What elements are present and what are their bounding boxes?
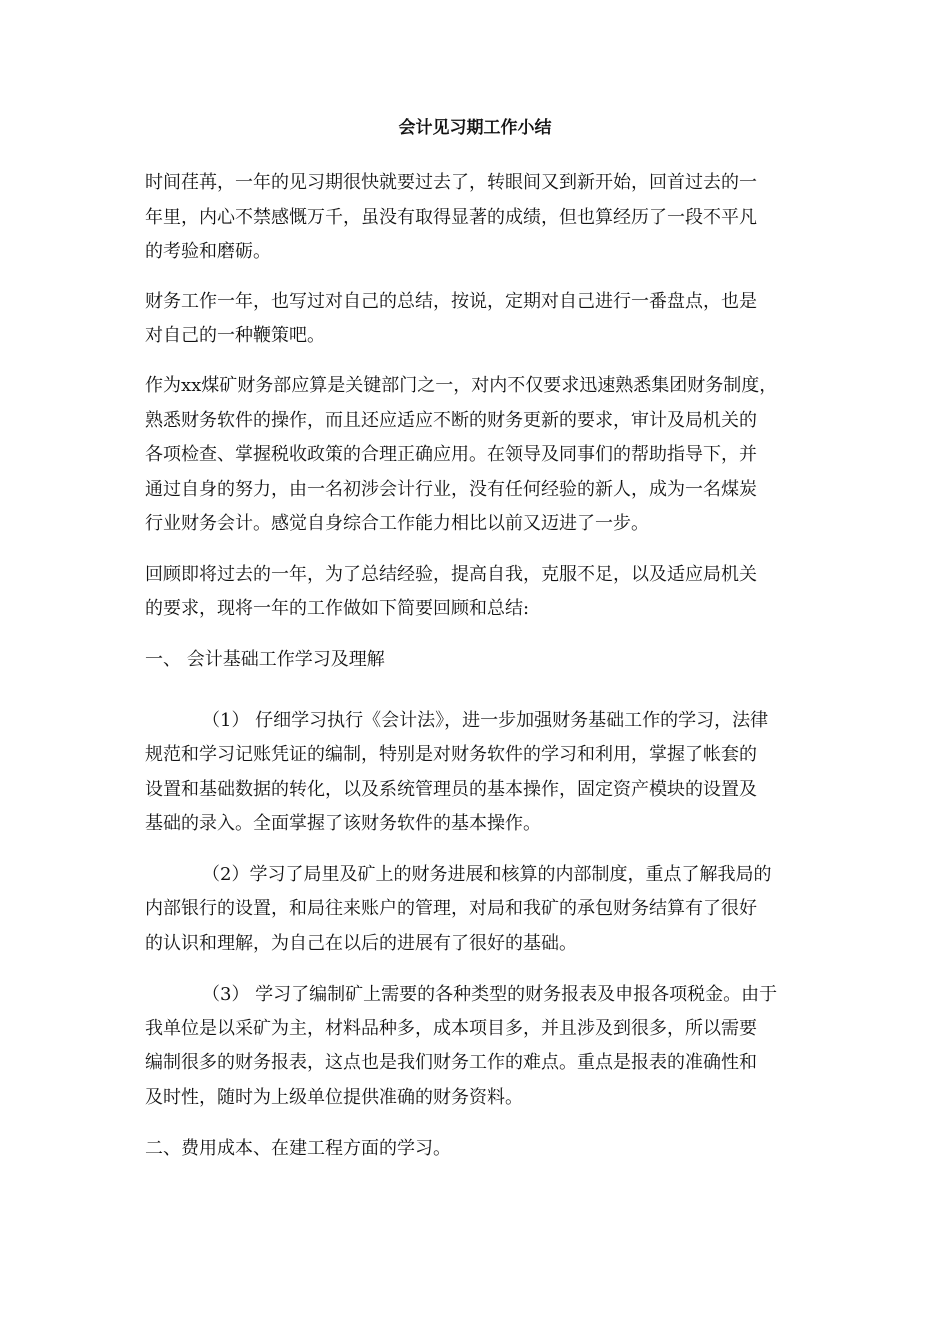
paragraph-3-line-4: 通过自身的努力，由一名初涉会计行业，没有任何经验的新人，成为一名煤炭 xyxy=(145,479,757,500)
item-1-line-3: 设置和基础数据的转化，以及系统管理员的基本操作，固定资产模块的设置及 xyxy=(145,779,757,800)
paragraph-3-line-5: 行业财务会计。感觉自身综合工作能力相比以前又迈进了一步。 xyxy=(145,513,649,534)
document-title: 会计见习期工作小结 xyxy=(398,118,552,138)
item-1-line-2: 规范和学习记账凭证的编制，特别是对财务软件的学习和利用，掌握了帐套的 xyxy=(145,744,757,765)
item-3-line-2: 我单位是以采矿为主，材料品种多，成本项目多，并且涉及到很多，所以需要 xyxy=(145,1018,757,1039)
paragraph-4-line-2: 的要求，现将一年的工作做如下简要回顾和总结: xyxy=(145,598,530,619)
paragraph-4-line-1: 回顾即将过去的一年，为了总结经验，提高自我，克服不足，以及适应局机关 xyxy=(145,564,757,585)
section-heading-1: 一、 会计基础工作学习及理解 xyxy=(145,649,385,670)
paragraph-3-line-2: 熟悉财务软件的操作，而且还应适应不断的财务更新的要求，审计及局机关的 xyxy=(145,410,757,431)
item-2-line-2: 内部银行的设置，和局往来账户的管理，对局和我矿的承包财务结算有了很好 xyxy=(145,898,757,919)
paragraph-1-line-1: 时间荏苒，一年的见习期很快就要过去了，转眼间又到新开始，回首过去的一 xyxy=(145,172,757,193)
paragraph-2-line-2: 对自己的一种鞭策吧。 xyxy=(145,325,325,346)
paragraph-1-line-2: 年里，内心不禁感慨万千，虽没有取得显著的成绩，但也算经历了一段不平凡 xyxy=(145,207,757,228)
item-1-line-4: 基础的录入。全面掌握了该财务软件的基本操作。 xyxy=(145,813,541,834)
paragraph-3-line-1: 作为xx煤矿财务部应算是关键部门之一，对内不仅要求迅速熟悉集团财务制度， xyxy=(145,375,778,396)
item-2-line-1: （2）学习了局里及矿上的财务进展和核算的内部制度，重点了解我局的 xyxy=(202,864,772,885)
item-1-line-1: （1） 仔细学习执行《会计法》，进一步加强财务基础工作的学习，法律 xyxy=(202,710,769,731)
section-heading-2: 二、费用成本、在建工程方面的学习。 xyxy=(145,1138,451,1159)
item-3-line-3: 编制很多的财务报表，这点也是我们财务工作的难点。重点是报表的准确性和 xyxy=(145,1052,757,1073)
item-3-line-1: （3） 学习了编制矿上需要的各种类型的财务报表及申报各项税金。由于 xyxy=(202,984,778,1005)
paragraph-1-line-3: 的考验和磨砺。 xyxy=(145,241,271,262)
paragraph-2-line-1: 财务工作一年，也写过对自己的总结，按说，定期对自己进行一番盘点，也是 xyxy=(145,291,757,312)
item-3-line-4: 及时性，随时为上级单位提供准确的财务资料。 xyxy=(145,1087,523,1108)
item-2-line-3: 的认识和理解，为自己在以后的进展有了很好的基础。 xyxy=(145,933,577,954)
paragraph-3-line-3: 各项检查、掌握税收政策的合理正确应用。在领导及同事们的帮助指导下，并 xyxy=(145,444,757,465)
